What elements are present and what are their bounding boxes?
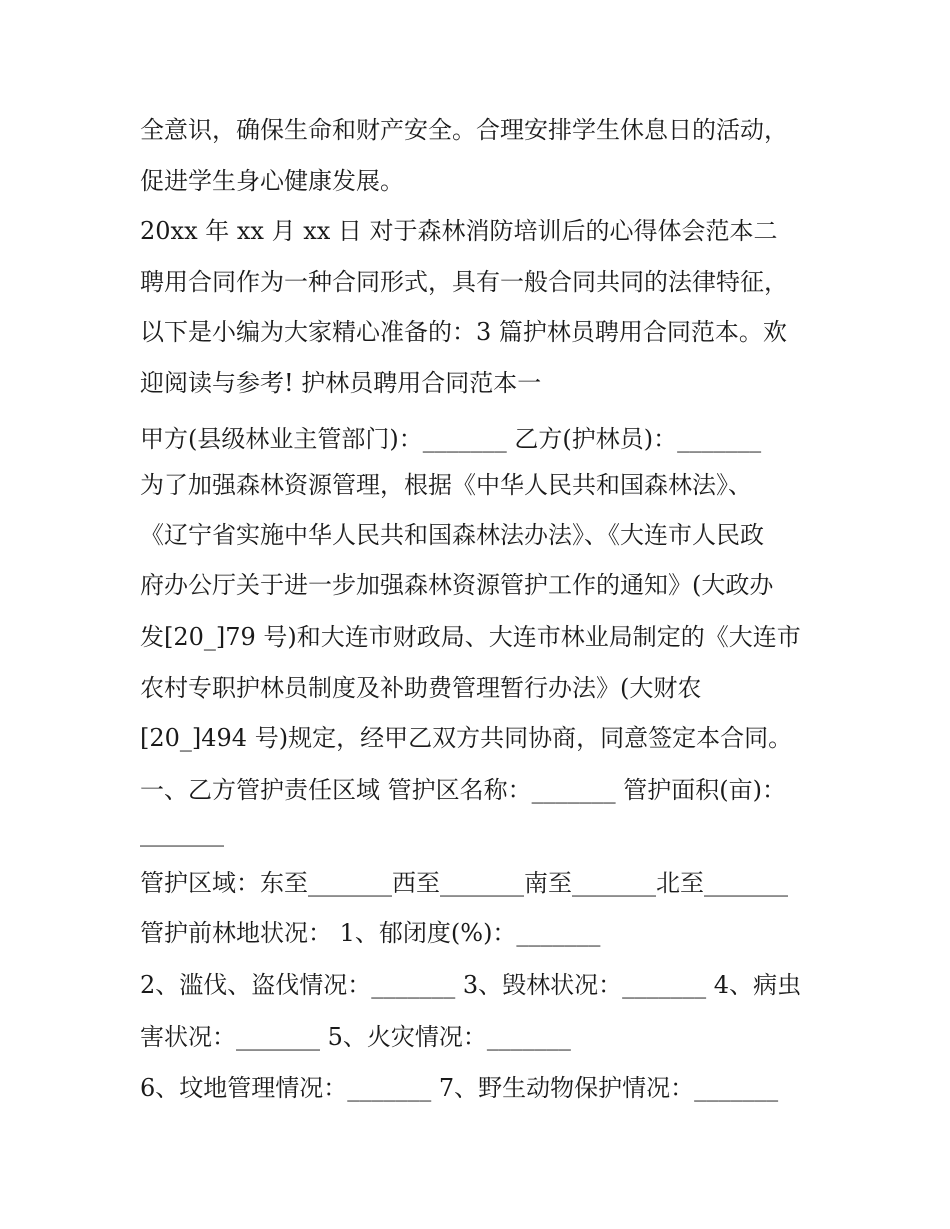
text-line: 20xx 年 xx 月 xx 日 对于森林消防培训后的心得体会范本二: [140, 217, 778, 245]
text-line: 管护前林地状况： 1、郁闭度(%)：_______: [140, 919, 601, 947]
text-line: 促进学生身心健康发展。: [140, 167, 404, 195]
text-line: 农村专职护林员制度及补助费管理暂行办法》(大财农: [140, 674, 702, 702]
text-line: 2、滥伐、盗伐情况：_______ 3、毁林状况：_______ 4、病虫: [140, 971, 802, 999]
text-line: _______: [140, 819, 224, 847]
text-line: 管护区域：东至_______西至_______南至_______北至_______: [140, 869, 788, 897]
text-line: [20_]494 号)规定，经甲乙双方共同协商，同意签定本合同。: [140, 724, 793, 752]
text-line: 6、坟地管理情况：_______ 7、野生动物保护情况：_______: [140, 1074, 779, 1102]
text-line: 府办公厅关于进一步加强森林资源管护工作的通知》(大政办: [140, 571, 774, 599]
text-line: 一、乙方管护责任区域 管护区名称：_______ 管护面积(亩)：: [140, 776, 786, 804]
text-line: 全意识，确保生命和财产安全。合理安排学生休息日的活动，: [140, 116, 788, 144]
text-line: 为了加强森林资源管理，根据《中华人民共和国森林法》、: [140, 471, 752, 499]
text-line: 发[20_]79 号)和大连市财政局、大连市林业局制定的《大连市: [140, 623, 801, 651]
text-line: 迎阅读与参考! 护林员聘用合同范本一: [140, 369, 542, 397]
text-line: 以下是小编为大家精心准备的：3 篇护林员聘用合同范本。欢: [140, 318, 787, 346]
text-line: 聘用合同作为一种合同形式，具有一般合同共同的法律特征，: [140, 268, 788, 296]
text-line: 甲方(县级林业主管部门)：_______ 乙方(护林员)：_______: [140, 425, 762, 453]
text-line: 《辽宁省实施中华人民共和国森林法办法》、《大连市人民政: [140, 521, 764, 549]
text-line: 害状况：_______ 5、火灾情况：_______: [140, 1023, 571, 1051]
